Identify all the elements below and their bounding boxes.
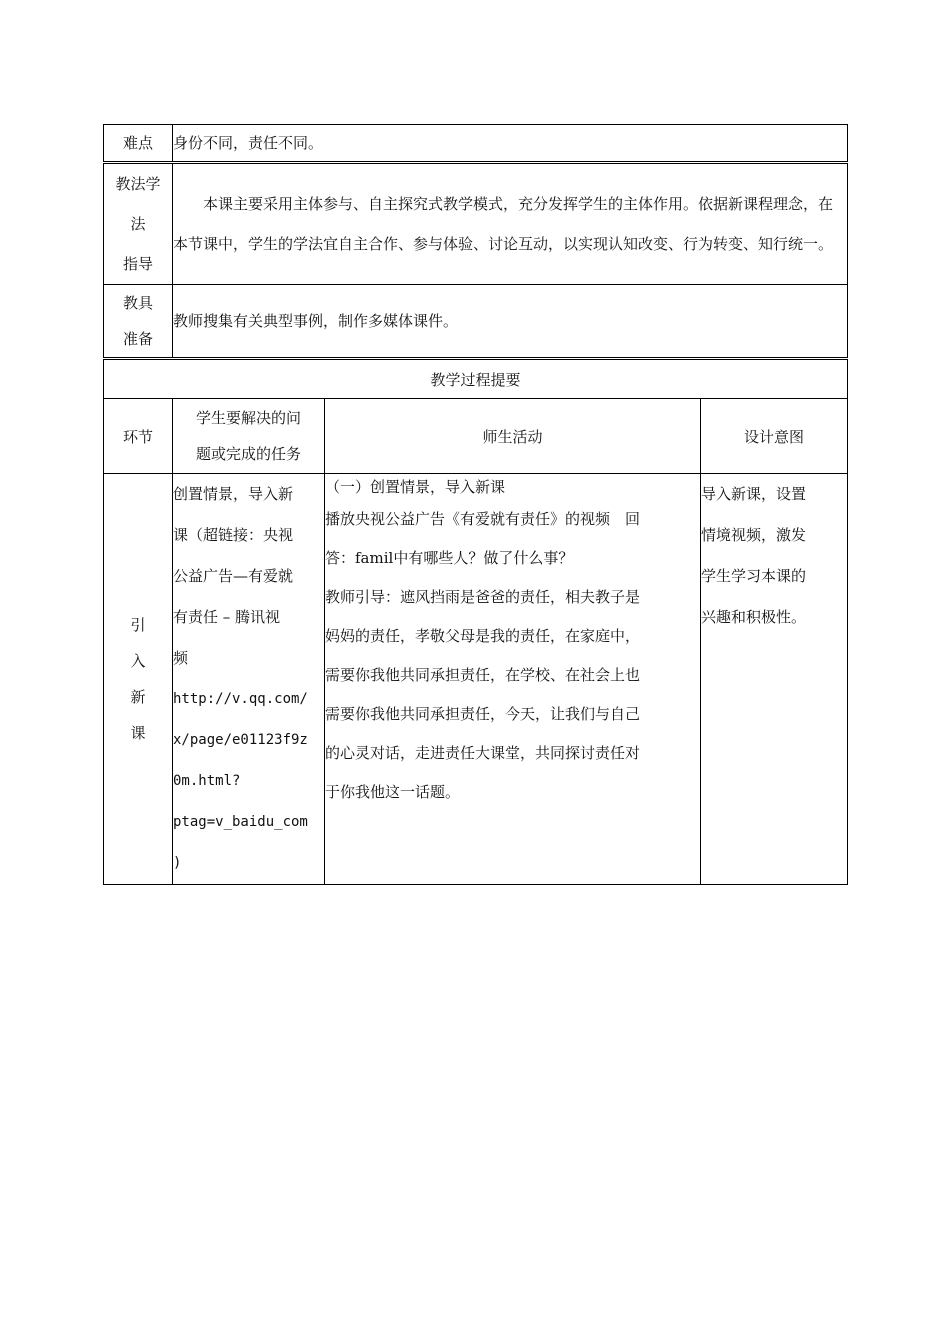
method-label <box>104 163 173 285</box>
intro-task-line: 频 <box>173 649 189 667</box>
intro-stage <box>104 474 173 885</box>
header-intent: 设计意图 <box>701 399 848 474</box>
header-activity: 师生活动 <box>325 399 701 474</box>
header-task-line: 学生要解决的问 <box>195 409 301 427</box>
intro-stage-char: 课 <box>130 724 146 742</box>
method-row <box>104 163 848 285</box>
activity-line: 需要你我他共同承担责任，在学校、在社会上也 <box>325 666 641 684</box>
intro-task-line: 课（超链接：央视 <box>173 526 294 544</box>
header-task-line: 题或完成的任务 <box>195 445 301 463</box>
intent-line: 兴趣和积极性。 <box>701 608 807 626</box>
activity-line: 妈妈的责任，孝敬父母是我的责任，在家庭中， <box>325 627 641 645</box>
method-label-line: 教法学 <box>115 175 161 193</box>
activity-line: 于你我他这一话题。 <box>325 783 461 801</box>
video-link-line[interactable]: ptag=v_baidu_com <box>173 814 308 830</box>
method-label-line: 指导 <box>122 255 153 273</box>
video-link-line[interactable]: ) <box>173 855 182 871</box>
intro-stage-char: 引 <box>130 616 146 634</box>
video-link-line[interactable]: http://v.qq.com/ <box>173 691 308 707</box>
intro-stage-char: 入 <box>130 652 146 670</box>
activity-line: 答：famil中有哪些人？做了什么事？ <box>325 549 574 567</box>
difficulty-row <box>104 125 848 163</box>
video-link-line[interactable]: x/page/e01123f9z <box>173 732 308 748</box>
activity-line: （一）创置情景，导入新课 <box>325 478 506 496</box>
intent-line: 导入新课，设置 <box>701 485 807 503</box>
intent-line: 学生学习本课的 <box>701 567 807 585</box>
intro-task-line: 创置情景，导入新 <box>173 485 294 503</box>
video-link-line[interactable]: 0m.html? <box>173 773 241 789</box>
activity-line: 需要你我他共同承担责任，今天，让我们与自己 <box>325 705 641 723</box>
intro-stage-char: 新 <box>130 688 146 706</box>
activity-line: 教师引导：遮风挡雨是爸爸的责任，相夫教子是 <box>325 588 641 606</box>
intro-task-line: 公益广告—有爱就 <box>173 567 294 585</box>
intro-task-line: 有责任 – 腾讯视 <box>173 608 281 626</box>
method-label-line: 法 <box>130 215 146 233</box>
intro-activity <box>325 474 701 885</box>
tools-label-line: 教具 <box>122 294 153 312</box>
process-title-row <box>104 359 848 399</box>
lesson-plan-table <box>103 124 848 885</box>
difficulty-label: 难点 <box>104 125 173 163</box>
intro-task <box>173 474 325 885</box>
intent-line: 情境视频，激发 <box>701 526 807 544</box>
tools-text: 教师搜集有关典型事例，制作多媒体课件。 <box>173 285 848 359</box>
tools-row <box>104 285 848 359</box>
header-row <box>104 399 848 474</box>
tools-label-line: 准备 <box>122 330 153 348</box>
activity-line: 播放央视公益广告《有爱就有责任》的视频 回 <box>325 510 641 528</box>
difficulty-text: 身份不同，责任不同。 <box>173 125 848 163</box>
activity-line: 的心灵对话，走进责任大课堂，共同探讨责任对 <box>325 744 641 762</box>
header-stage: 环节 <box>104 399 173 474</box>
process-title: 教学过程提要 <box>104 359 848 399</box>
header-task <box>173 399 325 474</box>
tools-label <box>104 285 173 359</box>
method-text: 本课主要采用主体参与、自主探究式教学模式，充分发挥学生的主体作用。依据新课程理念，在本节课中，学生的学法宜自主合作、参与体验、讨论互动，以实现认知改变、行为转变、知行统一。 <box>173 163 848 285</box>
intro-row <box>104 474 848 885</box>
intro-intent <box>701 474 848 885</box>
